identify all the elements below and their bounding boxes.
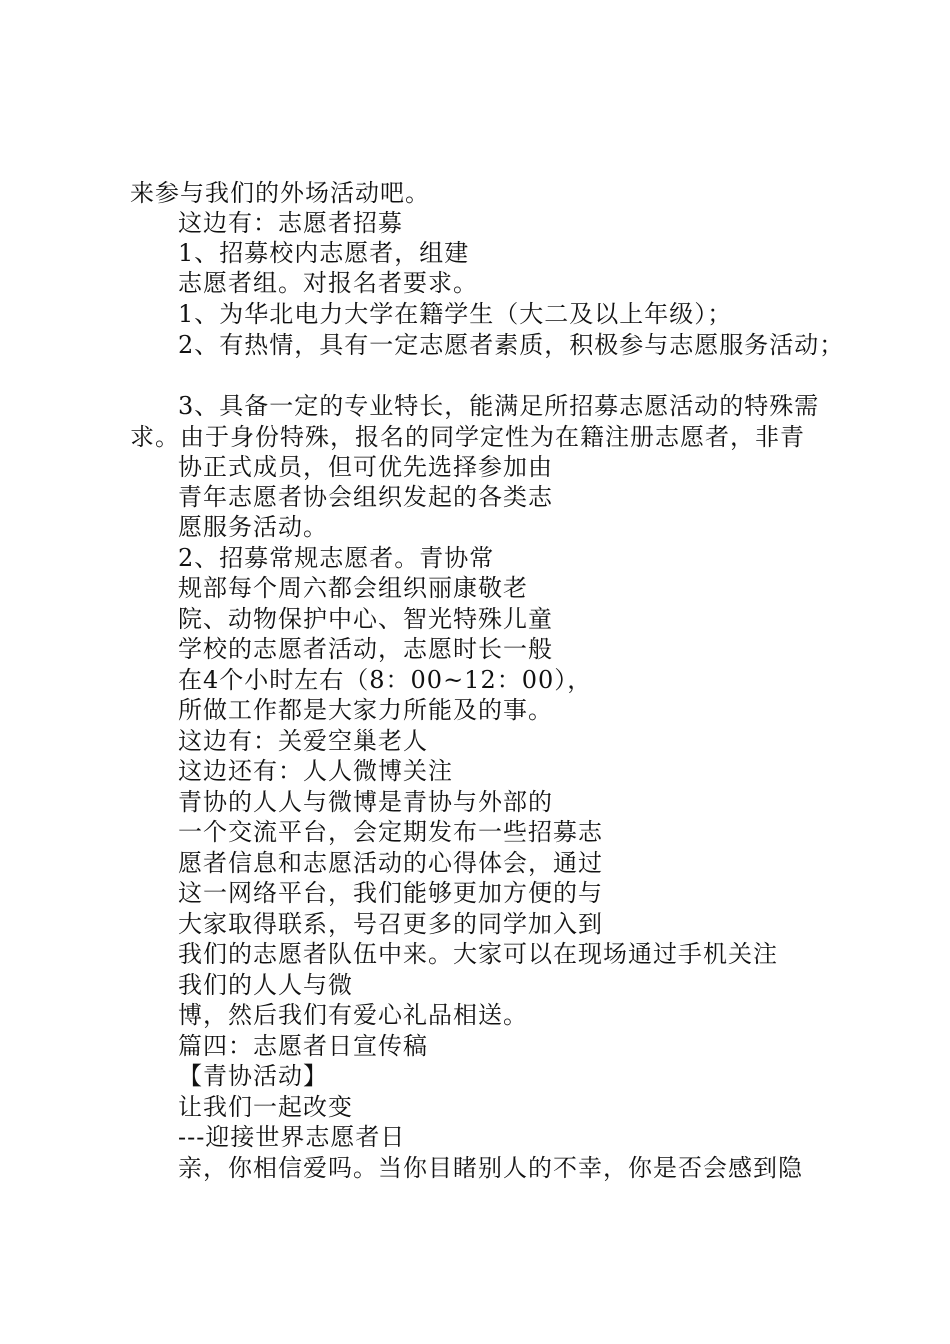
text-line: 愿者信息和志愿活动的心得体会，通过 <box>178 849 603 877</box>
text-line: 亲，你相信爱吗。当你目睹别人的不幸，你是否会感到隐 <box>178 1154 803 1182</box>
text-line: ---迎接世界志愿者日 <box>178 1123 406 1151</box>
text-line: 2、有热情，具有一定志愿者素质，积极参与志愿服务活动； <box>178 331 845 359</box>
text-line: 协正式成员，但可优先选择参加由 <box>178 453 553 481</box>
text-line: 这边还有：人人微博关注 <box>178 757 453 785</box>
text-line: 这边有：志愿者招募 <box>178 209 403 237</box>
text-line: 大家取得联系，号召更多的同学加入到 <box>178 910 603 938</box>
text-line: 1、为华北电力大学在籍学生（大二及以上年级）； <box>178 300 733 328</box>
text-line: 青年志愿者协会组织发起的各类志 <box>178 483 553 511</box>
text-line: 【青协活动】 <box>178 1062 328 1090</box>
text-line: 求。由于身份特殊，报名的同学定性为在籍注册志愿者，非青 <box>130 423 805 451</box>
text-line: 学校的志愿者活动，志愿时长一般 <box>178 635 553 663</box>
text-line: 篇四：志愿者日宣传稿 <box>178 1032 428 1060</box>
text-line: 规部每个周六都会组织丽康敬老 <box>178 574 528 602</box>
text-line: 1、招募校内志愿者，组建 <box>178 239 470 267</box>
text-line: 这边有：关爱空巢老人 <box>178 727 428 755</box>
text-line: 一个交流平台，会定期发布一些招募志 <box>178 818 603 846</box>
text-line: 这一网络平台，我们能够更加方便的与 <box>178 879 603 907</box>
text-line: 所做工作都是大家力所能及的事。 <box>178 696 553 724</box>
text-line: 来参与我们的外场活动吧。 <box>130 179 430 207</box>
text-line: 志愿者组。对报名者要求。 <box>178 269 478 297</box>
text-line: 我们的志愿者队伍中来。大家可以在现场通过手机关注 <box>178 940 778 968</box>
text-line: 我们的人人与微 <box>178 971 353 999</box>
text-line: 青协的人人与微博是青协与外部的 <box>178 788 553 816</box>
text-line: 愿服务活动。 <box>178 513 328 541</box>
text-line: 3、具备一定的专业特长，能满足所招募志愿活动的特殊需 <box>178 392 820 420</box>
text-line: 在4个小时左右（8：00~12：00）， <box>178 666 593 694</box>
text-line: 院、动物保护中心、智光特殊儿童 <box>178 605 553 633</box>
text-line: 博，然后我们有爱心礼品相送。 <box>178 1001 528 1029</box>
text-line: 让我们一起改变 <box>178 1093 353 1121</box>
text-line: 2、招募常规志愿者。青协常 <box>178 544 495 572</box>
